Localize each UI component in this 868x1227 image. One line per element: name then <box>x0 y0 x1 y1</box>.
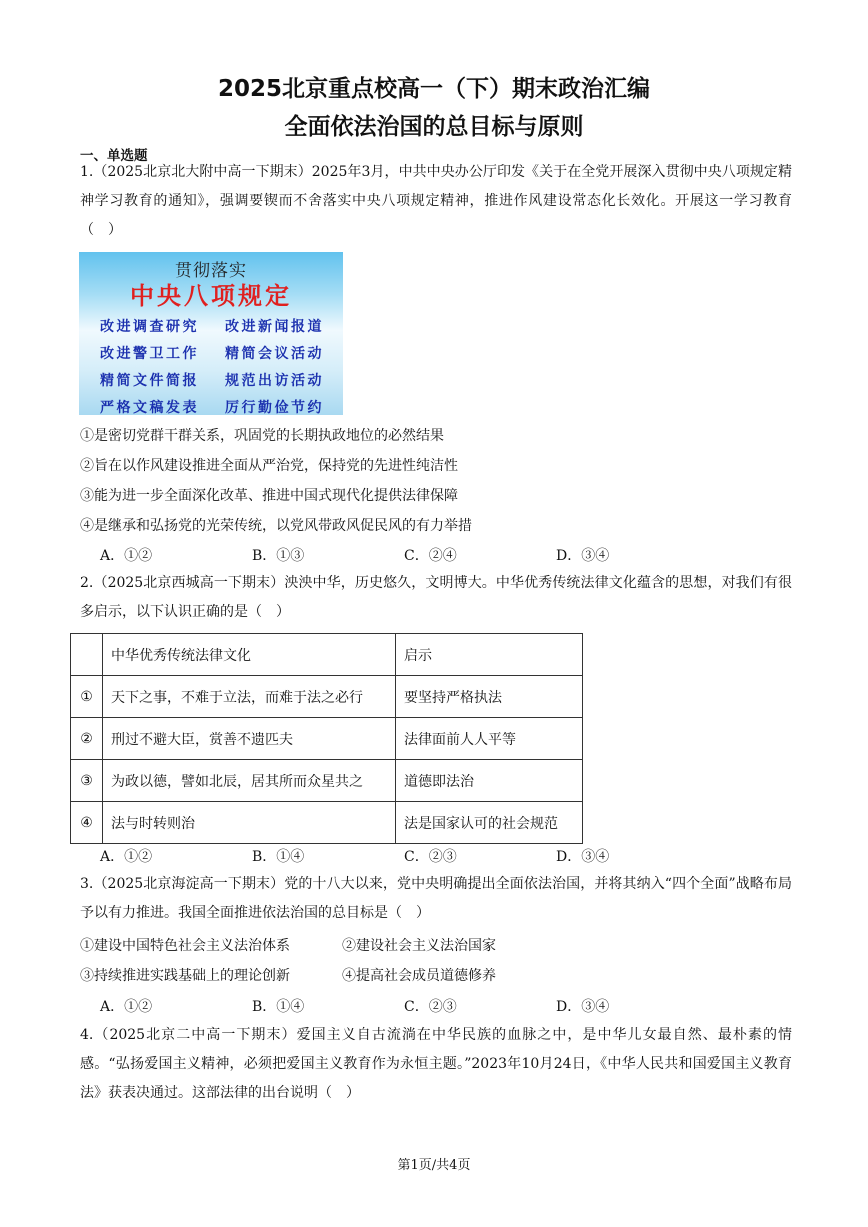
table-cell: ① <box>71 676 103 718</box>
question-3-statement: ①建设中国特色社会主义法治体系 <box>80 938 290 954</box>
table-cell: 天下之事，不难于立法，而难于法之必行 <box>103 676 396 718</box>
question-1-options <box>100 545 708 565</box>
table-header-row <box>71 634 583 676</box>
question-3-statement: ②建设社会主义法治国家 <box>342 938 496 954</box>
poster-item: 严格文稿发表 <box>100 400 199 416</box>
page-number: 第1页/共4页 <box>397 1158 471 1173</box>
question-3-statement-row <box>80 965 496 985</box>
option-d: D．③④ <box>556 548 610 564</box>
poster-item: 精简会议活动 <box>225 346 324 362</box>
poster-item: 改进警卫工作 <box>100 346 199 362</box>
option-c: C．②③ <box>404 999 457 1015</box>
option-b: B．①③ <box>252 548 305 564</box>
document-subtitle: 全面依法治国的总目标与原则 <box>284 114 584 140</box>
table-cell: 为政以德，譬如北辰，居其所而众星共之 <box>103 760 396 802</box>
option-c: C．②④ <box>404 548 457 564</box>
table-cell: ④ <box>71 802 103 844</box>
poster-row <box>100 397 350 417</box>
question-1-stem: 1.（2025北京北大附中高一下期末）2025年3月，中共中央办公厅印发《关于在全党开展深入贯彻中央八项规定精神学习教育的通知》，强调要锲而不舍落实中央八项规定精神，推进作风建设常态化长效化。开展这一学习教育（ ） <box>80 164 792 238</box>
question-3-stem: 3.（2025北京海淀高一下期末）党的十八大以来，党中央明确提出全面依法治国，并将其纳入“四个全面”战略布局予以有力推进。我国全面推进依法治国的总目标是（ ） <box>80 876 792 921</box>
table-cell: 道德即法治 <box>396 760 583 802</box>
poster-item: 规范出访活动 <box>225 373 324 389</box>
question-1-statement: ④是继承和弘扬党的光荣传统，以党风带政风促民风的有力举措 <box>80 518 472 534</box>
poster-row <box>100 316 350 336</box>
option-a: A．①② <box>100 849 153 865</box>
poster-row <box>100 343 350 363</box>
table-row <box>71 676 583 718</box>
poster-item: 改进新闻报道 <box>225 319 324 335</box>
poster-heading: 贯彻落实 <box>175 261 247 281</box>
legal-culture-table <box>70 633 583 844</box>
poster-item: 精简文件简报 <box>100 373 199 389</box>
poster-main-title: 中央八项规定 <box>130 282 292 310</box>
eight-point-regulation-poster <box>79 252 343 415</box>
table-cell: 刑过不避大臣，赏善不遗匹夫 <box>103 718 396 760</box>
document-title: 2025北京重点校高一（下）期末政治汇编 <box>217 76 650 102</box>
question-4-stem: 4.（2025北京二中高一下期末）爱国主义自古流淌在中华民族的血脉之中，是中华儿女最自然、最朴素的情感。“弘扬爱国主义精神，必须把爱国主义教育作为永恒主题。”2023年10月24日，《中华人民共和国爱国主义教育法》获表决通过。这部法律的出台说明（ ） <box>80 1027 792 1101</box>
table-cell: ③ <box>71 760 103 802</box>
option-d: D．③④ <box>556 999 610 1015</box>
option-a: A．①② <box>100 548 153 564</box>
table-cell: ② <box>71 718 103 760</box>
question-3-options <box>100 996 708 1016</box>
table-header-insight: 启示 <box>396 634 583 676</box>
question-3-statement: ④提高社会成员道德修养 <box>342 968 496 984</box>
table-row <box>71 760 583 802</box>
question-1-statement: ①是密切党群干群关系，巩固党的长期执政地位的必然结果 <box>80 428 444 444</box>
section-heading: 一、单选题 <box>80 148 148 164</box>
poster-item: 厉行勤俭节约 <box>225 400 324 416</box>
table-row <box>71 802 583 844</box>
option-c: C．②③ <box>404 849 457 865</box>
question-2-stem: 2.（2025北京西城高一下期末）泱泱中华，历史悠久，文明博大。中华优秀传统法律文化蕴含的思想，对我们有很多启示，以下认识正确的是（ ） <box>80 575 792 620</box>
question-2-options <box>100 846 708 866</box>
table-cell: 要坚持严格执法 <box>396 676 583 718</box>
option-b: B．①④ <box>252 999 305 1015</box>
table-row <box>71 718 583 760</box>
table-cell: 法与时转则治 <box>103 802 396 844</box>
question-3-statement-row <box>80 935 496 955</box>
question-1-statement: ③能为进一步全面深化改革、推进中国式现代化提供法律保障 <box>80 488 458 504</box>
table-cell <box>71 634 103 676</box>
option-b: B．①④ <box>252 849 305 865</box>
table-cell: 法律面前人人平等 <box>396 718 583 760</box>
poster-row <box>100 370 350 390</box>
question-1-statement: ②旨在以作风建设推进全面从严治党，保持党的先进性纯洁性 <box>80 458 458 474</box>
table-cell: 法是国家认可的社会规范 <box>396 802 583 844</box>
table-header-culture: 中华优秀传统法律文化 <box>103 634 396 676</box>
question-3-statement: ③持续推进实践基础上的理论创新 <box>80 968 290 984</box>
option-d: D．③④ <box>556 849 610 865</box>
option-a: A．①② <box>100 999 153 1015</box>
poster-item: 改进调查研究 <box>100 319 199 335</box>
